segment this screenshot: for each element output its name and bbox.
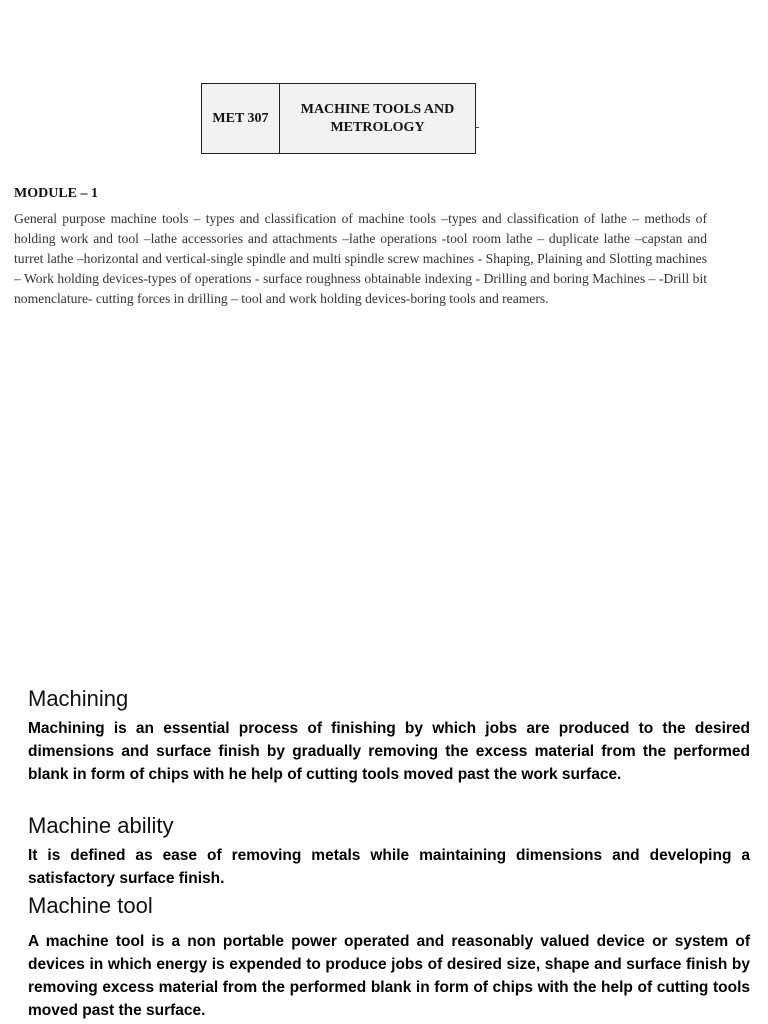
course-title [280,84,476,154]
section-heading: Machine tool [28,893,153,918]
section-paragraph: A machine tool is a non portable power operated and reasonably valued device or system of devices in which energy is expended to produce jobs of desired size, shape and surface finish by removing excess material from the performed blank in form of chips with the help of cutting tools moved past the surface. [28,933,750,1019]
module-heading: MODULE – 1 [14,186,98,201]
module-syllabus-text: General purpose machine tools – types and classification of machine tools –types and classification of lathe – methods of holding work and tool –lathe accessories and attachments –lathe operations -tool room lathe – duplicate lathe –capstan and turret lathe –horizontal and vertical-single spindle and multi spindle screw machines - Shaping, Plaining and Slotting machines – Work holding devices-types of operations - surface roughness obtainable indexing - Drilling and boring Machines – -Drill bit nomenclature- cutting forces in drilling – tool and work holding devices-boring tools and reamers. [14,211,707,306]
section-paragraph: Machining is an essential process of finishing by which jobs are produced to the desired dimensions and surface finish by gradually removing the excess material from the performed blank in form of chips with he help of cutting tools moved past the work surface. [28,720,750,783]
course-title-line2: METROLOGY [330,119,425,135]
section-machine-ability [28,812,750,890]
table-edge-mark [476,127,479,128]
section-paragraph: It is defined as ease of removing metals while maintaining dimensions and developing a satisfactory surface finish. [28,847,750,887]
course-code: MET 307 [202,84,280,154]
section-machine-tool [28,892,750,1022]
course-header-table [201,83,476,154]
section-heading: Machining [28,686,129,711]
course-title-line1: MACHINE TOOLS AND [300,101,455,117]
section-machining [28,685,750,786]
section-heading: Machine ability [28,813,174,838]
